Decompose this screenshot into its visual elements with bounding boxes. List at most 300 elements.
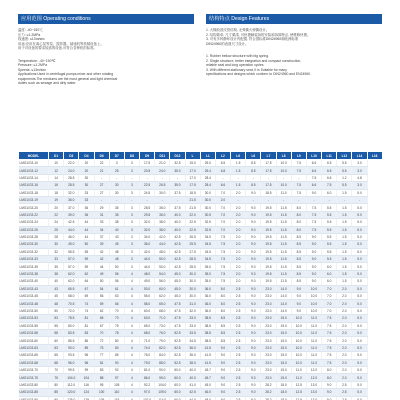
table-cell: 6.6	[306, 167, 321, 174]
table-cell: 7.5	[322, 315, 337, 322]
table-cell: 28.2	[261, 389, 276, 396]
table-cell: 38.5	[200, 315, 215, 322]
table-cell: 60.0	[170, 374, 185, 381]
table-header-row	[19, 152, 383, 160]
table-cell: 44	[79, 226, 94, 233]
table-cell: 45.0	[170, 285, 185, 292]
table-cell: 12.5	[291, 396, 306, 400]
table-cell: -	[155, 196, 170, 203]
table-cell: 9.0	[246, 389, 261, 396]
table-cell: 39.0	[64, 211, 79, 218]
table-cell: 12	[49, 167, 64, 174]
table-cell: 81	[79, 322, 94, 329]
table-cell: 16	[49, 182, 64, 189]
column-header: L7	[261, 152, 276, 160]
table-cell: 112.0	[64, 381, 79, 388]
column-header: L1	[200, 152, 215, 160]
table-cell: 7.5	[322, 352, 337, 359]
table-cell: 3	[124, 256, 139, 263]
table-cell: 41.5	[200, 352, 215, 359]
condition-line-cn: 线速度: ≤13m/sec	[18, 37, 45, 41]
table-cell: 65	[49, 352, 64, 359]
table-cell: 8.5	[291, 278, 306, 285]
table-row	[19, 248, 383, 255]
table-cell: 83	[94, 366, 109, 373]
table-cell: 7.0	[215, 204, 230, 211]
table-cell: 2.0	[337, 307, 352, 314]
table-cell: -	[170, 174, 185, 181]
table-cell: 24.0	[155, 167, 170, 174]
model-cell: LMG1/G3-53	[19, 315, 49, 322]
table-cell: 2.0	[231, 233, 246, 240]
table-cell: 60.0	[155, 285, 170, 292]
table-cell: 5.0	[352, 204, 367, 211]
table-cell: 50	[49, 307, 64, 314]
table-cell: 5.0	[352, 389, 367, 396]
table-cell: 1.5	[337, 256, 352, 263]
table-cell: 77	[94, 352, 109, 359]
table-cell: 9.0	[246, 233, 261, 240]
table-cell: 2.5	[337, 381, 352, 388]
table-cell: 9.0	[246, 270, 261, 277]
table-cell: 7.0	[215, 189, 230, 196]
table-cell: 18.5	[185, 189, 200, 196]
table-cell: 5.0	[352, 263, 367, 270]
table-cell: 7.0	[322, 307, 337, 314]
table-cell: 2.0	[337, 315, 352, 322]
table-cell: 25.0	[200, 160, 215, 167]
table-cell: 2.5	[231, 307, 246, 314]
table-cell: 104	[79, 374, 94, 381]
table-cell: 7.5	[215, 270, 230, 277]
table-cell: 45.0	[170, 293, 185, 300]
table-cell: -	[155, 174, 170, 181]
table-cell: 60.0	[170, 396, 185, 400]
table-cell: 6.5	[215, 160, 230, 167]
table-cell: 1.2	[337, 174, 352, 181]
design-features-en-text	[206, 54, 382, 77]
table-cell: 6.0	[322, 189, 337, 196]
table-cell: 2.0	[231, 278, 246, 285]
feature-line-en: reliable seal and long operation cycles.	[206, 63, 265, 67]
table-cell: 47.5	[170, 307, 185, 314]
table-cell: 9.0	[306, 263, 321, 270]
table-cell: 8.5	[291, 256, 306, 263]
table-cell: -	[231, 174, 246, 181]
table-cell: 38.5	[200, 329, 215, 336]
table-cell: 46.0	[200, 389, 215, 396]
table-cell: 10.0	[291, 344, 306, 351]
table-cell: 42.5	[64, 219, 79, 226]
table-cell: 44.0	[64, 226, 79, 233]
table-cell: 2.0	[231, 263, 246, 270]
table-cell: 25	[109, 167, 124, 174]
table-cell: 33.5	[185, 329, 200, 336]
table-cell: 74	[79, 300, 94, 307]
table-cell: 38.0	[155, 219, 170, 226]
table-cell: 32.0	[64, 189, 79, 196]
table-cell: -	[124, 196, 139, 203]
table-cell: 83	[109, 344, 124, 351]
table-cell: 63	[109, 293, 124, 300]
table-row	[19, 189, 383, 196]
table-cell: 46.0	[64, 233, 79, 240]
table-cell: 32	[49, 248, 64, 255]
column-header: D1	[49, 152, 64, 160]
table-cell: 40.0	[170, 226, 185, 233]
table-row	[19, 167, 383, 174]
table-cell: -	[94, 196, 109, 203]
table-row	[19, 366, 383, 373]
model-cell: LMG1/G3-38	[19, 270, 49, 277]
table-cell: 5.5	[337, 160, 352, 167]
operating-conditions-en-text	[18, 59, 194, 86]
table-cell: 35	[49, 263, 64, 270]
table-cell: 83	[79, 329, 94, 336]
table-cell: 14.0	[276, 285, 291, 292]
model-cell: LMG1/G3-40	[19, 278, 49, 285]
table-cell: 42.0	[155, 233, 170, 240]
operating-conditions-section	[18, 14, 194, 86]
table-cell: 52.5	[170, 359, 185, 366]
table-cell: 21.0	[155, 160, 170, 167]
table-cell: 60.0	[170, 366, 185, 373]
table-cell: 45.7	[200, 366, 215, 373]
table-cell: 35.0	[200, 270, 215, 277]
table-cell: 37.0	[64, 204, 79, 211]
table-cell: 3	[124, 248, 139, 255]
table-cell: 1.5	[337, 248, 352, 255]
condition-line-cn: 用于对设备的要求较高的设备,可符合各种机的标准。	[18, 46, 97, 50]
table-cell: 57.0	[64, 256, 79, 263]
table-cell: 30.5	[200, 211, 215, 218]
table-cell: 1.5	[231, 160, 246, 167]
feature-line-cn: 3. 可有多种静环设计有配置, 符合国标准DIN24960和欧洲标准	[206, 37, 299, 41]
table-cell: 47.5	[170, 315, 185, 322]
table-cell: 19.5	[261, 233, 276, 240]
table-cell: 7.5	[291, 189, 306, 196]
table-cell: 20	[79, 167, 94, 174]
table-row	[19, 300, 383, 307]
table-cell: 2.0	[337, 322, 352, 329]
table-cell: 10.0	[276, 182, 291, 189]
table-cell: 8.0	[215, 300, 230, 307]
table-cell: 30.0	[200, 204, 215, 211]
table-row	[19, 344, 383, 351]
table-cell: 5.5	[337, 167, 352, 174]
table-cell: 2.5	[231, 293, 246, 300]
table-cell: 70	[94, 329, 109, 336]
table-cell: 81	[79, 315, 94, 322]
table-cell: 3	[124, 167, 139, 174]
table-cell: 9.0	[246, 211, 261, 218]
table-cell: 7.5	[322, 182, 337, 189]
table-cell: 65.0	[140, 322, 155, 329]
table-cell: 40.0	[185, 366, 200, 373]
table-cell: 11.0	[306, 315, 321, 322]
model-cell: LMG1/G3-12	[19, 167, 49, 174]
table-cell: 1.5	[337, 233, 352, 240]
table-cell: 60.0	[170, 381, 185, 388]
table-cell: 4	[124, 270, 139, 277]
table-cell: 11.5	[276, 226, 291, 233]
table-cell: -	[140, 174, 155, 181]
table-cell: 9.0	[246, 204, 261, 211]
table-cell: 96	[79, 359, 94, 366]
table-cell: 28.4	[200, 182, 215, 189]
table-cell: 64	[79, 278, 94, 285]
column-header: D11	[155, 152, 170, 160]
model-cell: LMG1/G3-90	[19, 396, 49, 400]
table-cell: 2.5	[231, 337, 246, 344]
table-cell: 9.0	[246, 300, 261, 307]
table-row	[19, 359, 383, 366]
table-cell: 25	[49, 226, 64, 233]
table-cell: 3	[109, 160, 124, 167]
table-cell: 6.0	[322, 278, 337, 285]
table-cell: 10.0	[306, 285, 321, 292]
table-cell: 23.0	[261, 307, 276, 314]
table-cell: 9.0	[246, 381, 261, 388]
table-cell: 8.0	[215, 285, 230, 292]
table-cell: -	[215, 174, 230, 181]
table-cell: 5.5	[322, 204, 337, 211]
table-cell: 4	[124, 278, 139, 285]
table-cell: 68.0	[64, 293, 79, 300]
feature-line-cn: DIN24960的表面尺寸设计。	[206, 41, 249, 46]
table-cell: 8.5	[291, 270, 306, 277]
table-cell: 27.5	[185, 248, 200, 255]
table-cell: 10.0	[306, 307, 321, 314]
table-cell: 10.0	[306, 293, 321, 300]
table-cell: 3	[124, 204, 139, 211]
table-cell: 11.5	[276, 241, 291, 248]
table-row	[19, 315, 383, 322]
table-cell: 74	[79, 307, 94, 314]
table-cell: 30	[49, 241, 64, 248]
model-cell: LMG1/G3-19	[19, 196, 49, 203]
table-cell: 7.5	[215, 248, 230, 255]
table-cell: 2.0	[337, 366, 352, 373]
table-cell: 6.6	[215, 182, 230, 189]
condition-line-en: duties such as sewage and dirty water.	[18, 81, 77, 85]
table-cell: 7.0	[322, 293, 337, 300]
table-cell: 19.5	[261, 256, 276, 263]
feature-line-en: 3. With different stationary seat, it is Suitable for many	[206, 67, 287, 72]
table-cell: 7.0	[215, 226, 230, 233]
table-row	[19, 278, 383, 285]
table-cell: 30.0	[200, 196, 215, 203]
table-cell: 41.0	[185, 381, 200, 388]
table-cell: 11.5	[276, 256, 291, 263]
table-cell: 5.0	[352, 366, 367, 373]
table-cell: 40.0	[185, 374, 200, 381]
table-cell: 75	[109, 322, 124, 329]
table-cell: 68	[49, 359, 64, 366]
table-row	[19, 337, 383, 344]
table-cell: 9.0	[246, 256, 261, 263]
table-cell: 86.0	[140, 374, 155, 381]
table-cell: 7.5	[322, 359, 337, 366]
table-cell: 28.5	[185, 256, 200, 263]
table-cell: 9.0	[246, 285, 261, 292]
model-cell: LMG1/G3-65	[19, 352, 49, 359]
table-cell: 17.5	[185, 182, 200, 189]
table-cell: 33	[49, 256, 64, 263]
table-row	[19, 204, 383, 211]
feature-line-en: specifications and designs which conform to DIN24960 and EN24960.	[206, 72, 311, 76]
column-header: MODEL	[19, 152, 49, 160]
table-cell: 5.0	[352, 248, 367, 255]
table-cell: 20	[49, 204, 64, 211]
table-cell: 28.2	[261, 381, 276, 388]
table-cell: 30.0	[200, 189, 215, 196]
table-cell: 42.5	[170, 241, 185, 248]
table-cell: 23.0	[261, 352, 276, 359]
table-cell: 2.0	[337, 337, 352, 344]
table-cell: 39	[94, 241, 109, 248]
table-cell: 105	[94, 396, 109, 400]
condition-line-cn: 温度: -40~150℃	[18, 28, 43, 32]
table-cell: 49	[94, 270, 109, 277]
table-cell: 36.0	[140, 241, 155, 248]
table-cell: 44	[79, 219, 94, 226]
table-cell: 76.0	[140, 352, 155, 359]
table-cell: 73	[109, 315, 124, 322]
table-cell: 3	[124, 233, 139, 240]
table-cell: 9.0	[246, 337, 261, 344]
table-cell: 2.5	[231, 300, 246, 307]
table-cell: 48.0	[140, 270, 155, 277]
table-cell: 11.5	[276, 278, 291, 285]
table-cell: 6.0	[322, 263, 337, 270]
table-cell: 5.0	[352, 322, 367, 329]
table-cell: 42.5	[185, 389, 200, 396]
dimension-table-container	[18, 151, 382, 400]
table-cell: 29	[94, 204, 109, 211]
table-cell: 5.0	[352, 219, 367, 226]
table-cell: 13.0	[306, 381, 321, 388]
table-cell: 5.0	[352, 329, 367, 336]
table-cell: 18.5	[261, 189, 276, 196]
table-cell: 7.5	[322, 344, 337, 351]
table-cell: 9.0	[215, 389, 230, 396]
table-cell: 38.5	[200, 322, 215, 329]
table-cell: 32.5	[200, 226, 215, 233]
table-cell: 5.0	[352, 241, 367, 248]
condition-line-en: Speeds: ≤13m/sec	[18, 67, 47, 72]
table-cell: 9.0	[306, 270, 321, 277]
table-cell: 5.0	[352, 352, 367, 359]
column-header: D8	[124, 152, 139, 160]
table-cell: 56.0	[155, 278, 170, 285]
table-cell: 3	[124, 241, 139, 248]
table-cell: 28.5	[185, 263, 200, 270]
table-cell: 38	[109, 219, 124, 226]
table-cell: 2.0	[337, 293, 352, 300]
table-row	[19, 241, 383, 248]
table-cell: 17.0	[185, 174, 200, 181]
table-cell: 5.0	[352, 359, 367, 366]
table-cell: 9.0	[306, 278, 321, 285]
table-cell: 9.0	[246, 241, 261, 248]
condition-line-cn: 用途:应用在离心泵等泵、搅拌器、减速机等机械设备上。	[18, 41, 104, 46]
table-cell: 90	[109, 359, 124, 366]
column-header: D4	[79, 152, 94, 160]
table-cell: 24.0	[64, 167, 79, 174]
table-cell: 9.0	[246, 315, 261, 322]
table-cell: 85	[49, 389, 64, 396]
table-cell: 7.5	[291, 182, 306, 189]
table-cell: 6.0	[322, 270, 337, 277]
table-cell: 2.5	[337, 389, 352, 396]
table-cell: 69	[79, 293, 94, 300]
table-cell: 18.0	[276, 396, 291, 400]
table-cell: 2.0	[337, 300, 352, 307]
table-cell: 8.0	[322, 366, 337, 373]
table-cell: 31.0	[185, 300, 200, 307]
table-cell: 28.5	[140, 204, 155, 211]
table-cell: 59	[79, 256, 94, 263]
table-cell: 53.0	[140, 285, 155, 292]
table-cell: 36.0	[200, 293, 215, 300]
table-cell: 35	[109, 211, 124, 218]
table-cell: 115	[109, 396, 124, 400]
table-cell: 30	[109, 189, 124, 196]
model-cell: LMG1/G3-80	[19, 381, 49, 388]
table-cell: 8.5	[215, 315, 230, 322]
table-cell: 7.5	[322, 329, 337, 336]
table-cell: 3	[124, 219, 139, 226]
model-cell: LMG1/G3-75	[19, 374, 49, 381]
table-cell: 55	[79, 248, 94, 255]
table-cell: 7.5	[215, 233, 230, 240]
column-header: L10	[306, 152, 321, 160]
table-cell: 8.0	[291, 219, 306, 226]
table-cell: 2.0	[231, 226, 246, 233]
table-cell: 9.0	[215, 381, 230, 388]
table-cell: 11.0	[306, 329, 321, 336]
table-cell: 2.0	[337, 329, 352, 336]
table-cell: 5.5	[322, 211, 337, 218]
table-cell: 129	[79, 396, 94, 400]
table-cell: 7.0	[215, 211, 230, 218]
table-cell: 15.0	[276, 315, 291, 322]
table-cell: 23.0	[261, 285, 276, 292]
table-cell: 30	[79, 182, 94, 189]
table-cell: 15.0	[276, 374, 291, 381]
table-cell: 19.5	[261, 270, 276, 277]
table-row	[19, 285, 383, 292]
table-cell: 33.0	[185, 322, 200, 329]
table-cell: 43	[49, 285, 64, 292]
table-cell: 32.0	[140, 219, 155, 226]
table-cell: 33	[79, 196, 94, 203]
table-cell: 2.0	[337, 285, 352, 292]
table-cell: -	[306, 196, 321, 203]
condition-line-en: equipments.The mediums are the most general and light chemical	[18, 76, 118, 81]
table-cell: 11.5	[276, 270, 291, 277]
table-cell: 65.0	[155, 300, 170, 307]
table-cell: 5.5	[337, 182, 352, 189]
model-cell: LMG1/G3-85	[19, 389, 49, 396]
table-cell: 28.5	[64, 182, 79, 189]
table-cell: 50.0	[155, 256, 170, 263]
table-cell: 8.5	[291, 241, 306, 248]
table-cell: 42.5	[170, 263, 185, 270]
table-cell: 36.0	[185, 344, 200, 351]
table-cell: 15.0	[276, 366, 291, 373]
